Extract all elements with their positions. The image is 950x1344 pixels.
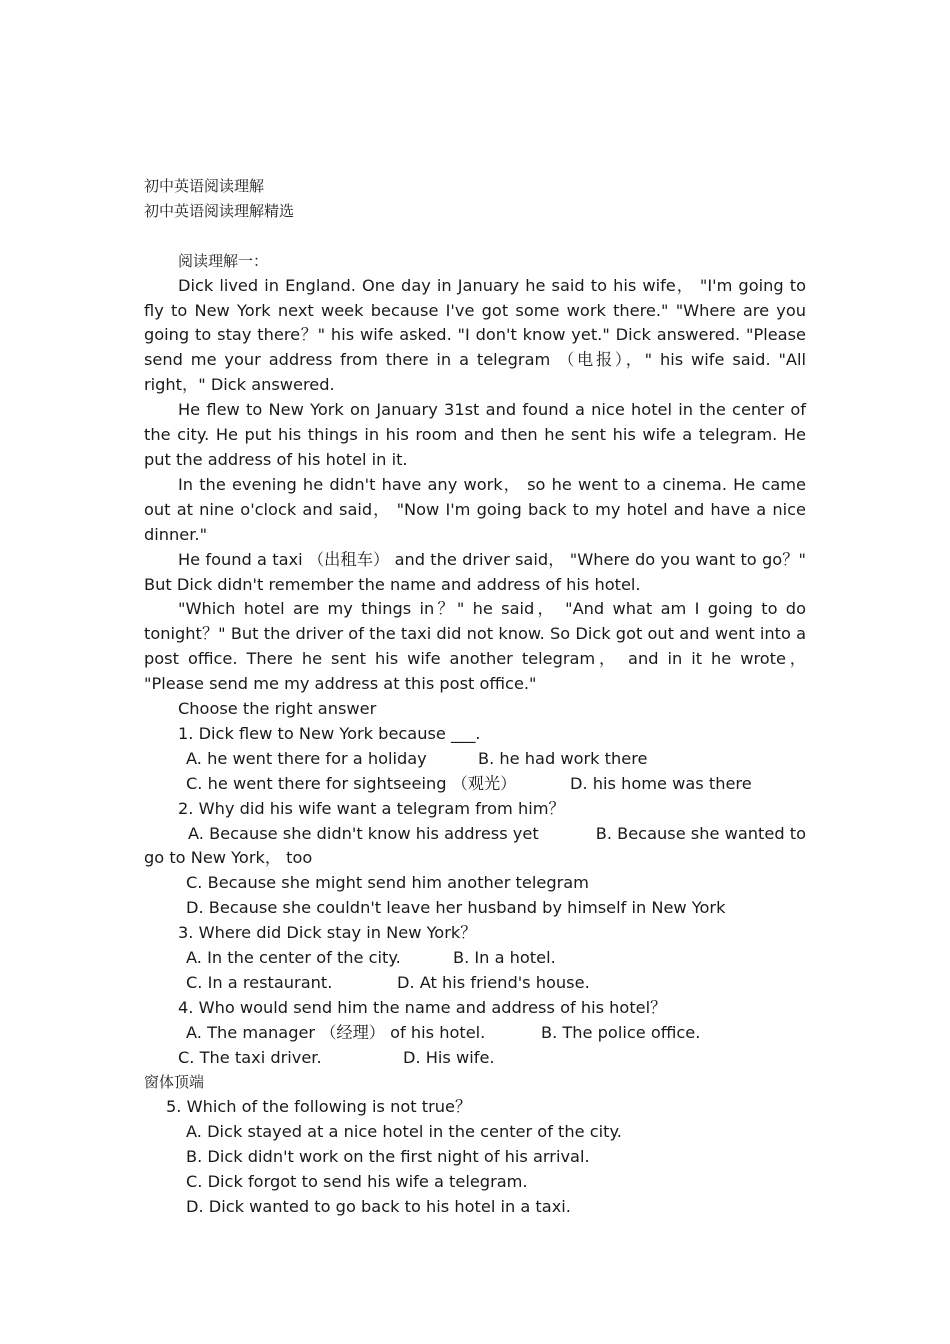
question-1-option-d: D. his home was there	[570, 773, 752, 793]
question-2-option-d: D. Because she couldn't leave her husband by himself in New York	[186, 898, 726, 918]
question-2-option-b-continued: go to New York， too	[144, 848, 313, 868]
question-2-stem: 2. Why did his wife want a telegram from him？	[178, 798, 565, 818]
question-4-option-b: B. The police office.	[541, 1022, 701, 1042]
question-3-option-b: B. In a hotel.	[453, 947, 556, 967]
spacer	[144, 224, 806, 249]
question-1-option-c: C. he went there for sightseeing （观光）	[186, 773, 517, 793]
passage-paragraph-3: In the evening he didn't have any work， so he went to a cinema. He came out at nine o'clock and said， "Now I'm going back to my hotel and have a nice dinner."	[144, 474, 806, 544]
question-3-options-ab	[144, 946, 806, 971]
passage-paragraph-1: Dick lived in England. One day in January he said to his wife， "I'm going to fly to New York next week because I've got some work there." "Where are you going to stay there？" his wife asked. "I don't know yet." Dick answered. "Please send me your address from there in a telegram （电报），" his wife said. "All right，" Dick answered.	[144, 275, 806, 395]
question-4-option-a: A. The manager （经理） of his hotel.	[186, 1022, 486, 1042]
question-2-option-b: B. Because she wanted to	[595, 823, 806, 843]
question-5-option-c: C. Dick forgot to send his wife a telegram.	[186, 1172, 528, 1191]
document-subtitle: 初中英语阅读理解精选	[144, 201, 295, 220]
question-2-option-a: A. Because she didn't know his address yet	[188, 823, 539, 843]
question-3-option-a: A. In the center of the city.	[186, 947, 401, 967]
question-1-options-cd	[144, 772, 806, 797]
question-4-stem: 4. Who would send him the name and address of his hotel？	[178, 997, 667, 1017]
passage-paragraph-4: He found a taxi （出租车） and the driver said， "Where do you want to go？" But Dick didn't remember the name and address of his hotel.	[144, 549, 806, 594]
passage-paragraph-2: He flew to New York on January 31st and found a nice hotel in the center of the city. He put his things in his room and then he sent his wife a telegram. He put the address of his hotel in it.	[144, 400, 806, 470]
question-4-option-d: D. His wife.	[403, 1047, 495, 1067]
question-3-option-c: C. In a restaurant.	[186, 972, 333, 992]
question-4-option-c: C. The taxi driver.	[178, 1047, 322, 1067]
question-4-options-ab	[144, 1021, 806, 1046]
question-3-options-cd	[144, 971, 806, 996]
question-1-option-b: B. he had work there	[478, 748, 648, 768]
question-2-options-ab	[144, 822, 806, 847]
question-5-option-b: B. Dick didn't work on the first night of his arrival.	[186, 1147, 590, 1167]
section-label: 阅读理解一：	[178, 251, 269, 270]
form-top-label: 窗体顶端	[144, 1073, 205, 1092]
question-1-options-ab	[144, 747, 806, 772]
question-1-option-a: A. he went there for a holiday	[186, 748, 427, 768]
document-page	[144, 174, 806, 1220]
question-1-stem: 1. Dick flew to New York because ___.	[178, 723, 481, 743]
passage-paragraph-5: "Which hotel are my things in？" he said， "And what am I going to do tonight？" But the driver of the taxi did not know. So Dick got out and went into a post office. There he sent his wife another telegram， and in it he wrote， "Please send me my address at this post office."	[144, 599, 806, 694]
question-5-option-d: D. Dick wanted to go back to his hotel in a taxi.	[186, 1196, 571, 1216]
question-4-options-cd	[144, 1046, 806, 1071]
document-title: 初中英语阅读理解	[144, 177, 265, 195]
question-5-option-a: A. Dick stayed at a nice hotel in the center of the city.	[186, 1122, 622, 1142]
question-5-stem: 5. Which of the following is not true？	[166, 1097, 472, 1117]
question-2-option-c: C. Because she might send him another telegram	[186, 873, 589, 893]
question-3-option-d: D. At his friend's house.	[397, 972, 590, 992]
instructions: Choose the right answer	[178, 699, 377, 719]
question-3-stem: 3. Where did Dick stay in New York？	[178, 923, 477, 943]
